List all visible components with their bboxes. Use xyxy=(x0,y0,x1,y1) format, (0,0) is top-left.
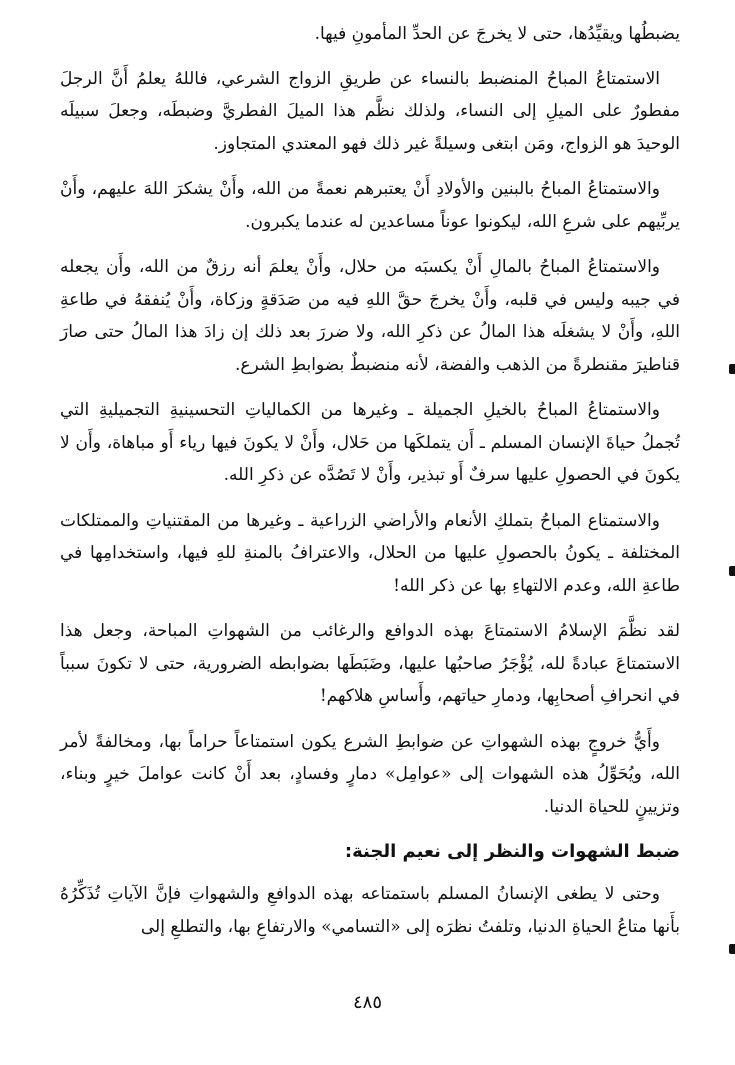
binding-mark xyxy=(729,364,735,374)
paragraph-final: وحتى لا يطغى الإنسانُ المسلم باستمتاعه بهذه الدوافعِ والشهواتِ فإنَّ الآياتِ تُذَكِّرُهُ بأَنها متاعُ الحياةِ الدنيا، وتلفتُ نظرَه إلى «التسامي» والارتفاعِ بها، والتطلعِ إلى xyxy=(60,884,680,937)
paragraph-women: الاستمتاعُ المباحُ المنضبط بالنساء عن طريقِ الزواج الشرعي، فاللهُ يعلمُ أَنَّ الرجلَ مفطورٌ على الميلِ إلى النساء، ولذلك نظَّم هذا الميلَ الفطريَّ وضبطَه، وجعلَ سبيلَه الوحيدَ هو الزواج، ومَن ابتغى وسيلةً غير ذلك فهو المعتدي المتجاوز. xyxy=(60,68,680,154)
paragraph-horses: والاستمتاعُ المباحُ بالخيلِ الجميلة ـ وغيرها من الكمالياتِ التحسينيةِ التجميليةِ التي تُجملُ حياةَ الإنسان المسلم ـ أَن يتملكَها من حَلال، وأَنْ لا يكونَ فيها رياء أَو مباهاة، وأَن لا يكونَ في الحصولِ عليها سرفٌ أَو تبذير، وأَنْ لا تَصُدَّه عن ذكرِ الله. xyxy=(60,400,680,485)
binding-mark xyxy=(729,566,735,576)
paragraph-intro: يضبطُها ويقيِّدُها، حتى لا يخرجَ عن الحدِّ المأمونِ فيها. xyxy=(314,24,680,44)
book-page xyxy=(60,18,680,956)
paragraph-livestock: والاستمتاع المباحُ بتملكِ الأنعام والأراضي الزراعية ـ وغيرها من المقتنياتِ والممتلكات المختلفة ـ يكونُ بالحصولِ عليها من الحلال، والاعترافُ بالمنةِ للهِ فيها، واستخدامِها في طاعةِ الله، وعدم الالتهاءِ بها عن ذكر الله! xyxy=(60,510,680,596)
paragraph-wealth: والاستمتاعُ المباحُ بالمالِ أَنْ يكسبَه من حلال، وأَنْ يعلمَ أنه رزقٌ من الله، وأَن يجعله في جيبه وليس في قلبه، وأَنْ يخرجَ حقَّ اللهِ فيه من صَدَقةٍ وزكاة، وأَنْ يُنفقهُ في طاعةِ اللهِ، وأَنْ لا يشغلَه هذا المالُ عن ذكرِ الله، ولا ضررَ بعد ذلك إن زادَ هذا المالُ حتى صارَ قناطيرَ مقنطرةً من الذهب والفضة، لأنه منضبطٌ بضوابطِ الشرع. xyxy=(60,257,680,375)
page-number: ٤٨٥ xyxy=(352,992,382,1013)
paragraph-deviation: وأَيُّ خروجٍ بهذه الشهواتِ عن ضوابطِ الشرع يكون استمتاعاً حراماً بها، ومخالفةً لأمر الله، ويُحَوِّلُ هذه الشهوات إلى «عوامِل» دمارٍ وفسادٍ، بعد أَنْ كانت عواملَ خيرٍ وبناء، وتزيينٍ للحياة الدنيا. xyxy=(60,731,680,817)
section-heading: ضبط الشهوات والنظر إلى نعيم الجنة: xyxy=(344,841,680,862)
paragraph-islam-regulation: لقد نظَّمَ الإسلامُ الاستمتاعَ بهذه الدوافع والرغائب من الشهواتِ المباحة، وجعل هذا الاستمتاعَ عبادةً لله، يُؤْجَرُ صاحبُها عليها، وضَبَطَها بضوابطه الضرورية، حتى لا تكونَ سبباً في انحرافِ أصحابِها، ودمارِ حياتهم، وأَساسِ هلاكهم! xyxy=(60,621,680,706)
binding-mark xyxy=(729,944,735,954)
paragraph-children: والاستمتاعُ المباحُ بالبنين والأولادِ أَنْ يعتبرهم نعمةً من الله، وأَنْ يشكرَ اللهَ عليهم، وأَنْ يربِّيهم على شرعِ الله، ليكونوا عوناً مساعدين له عندما يكبرون. xyxy=(60,179,680,232)
